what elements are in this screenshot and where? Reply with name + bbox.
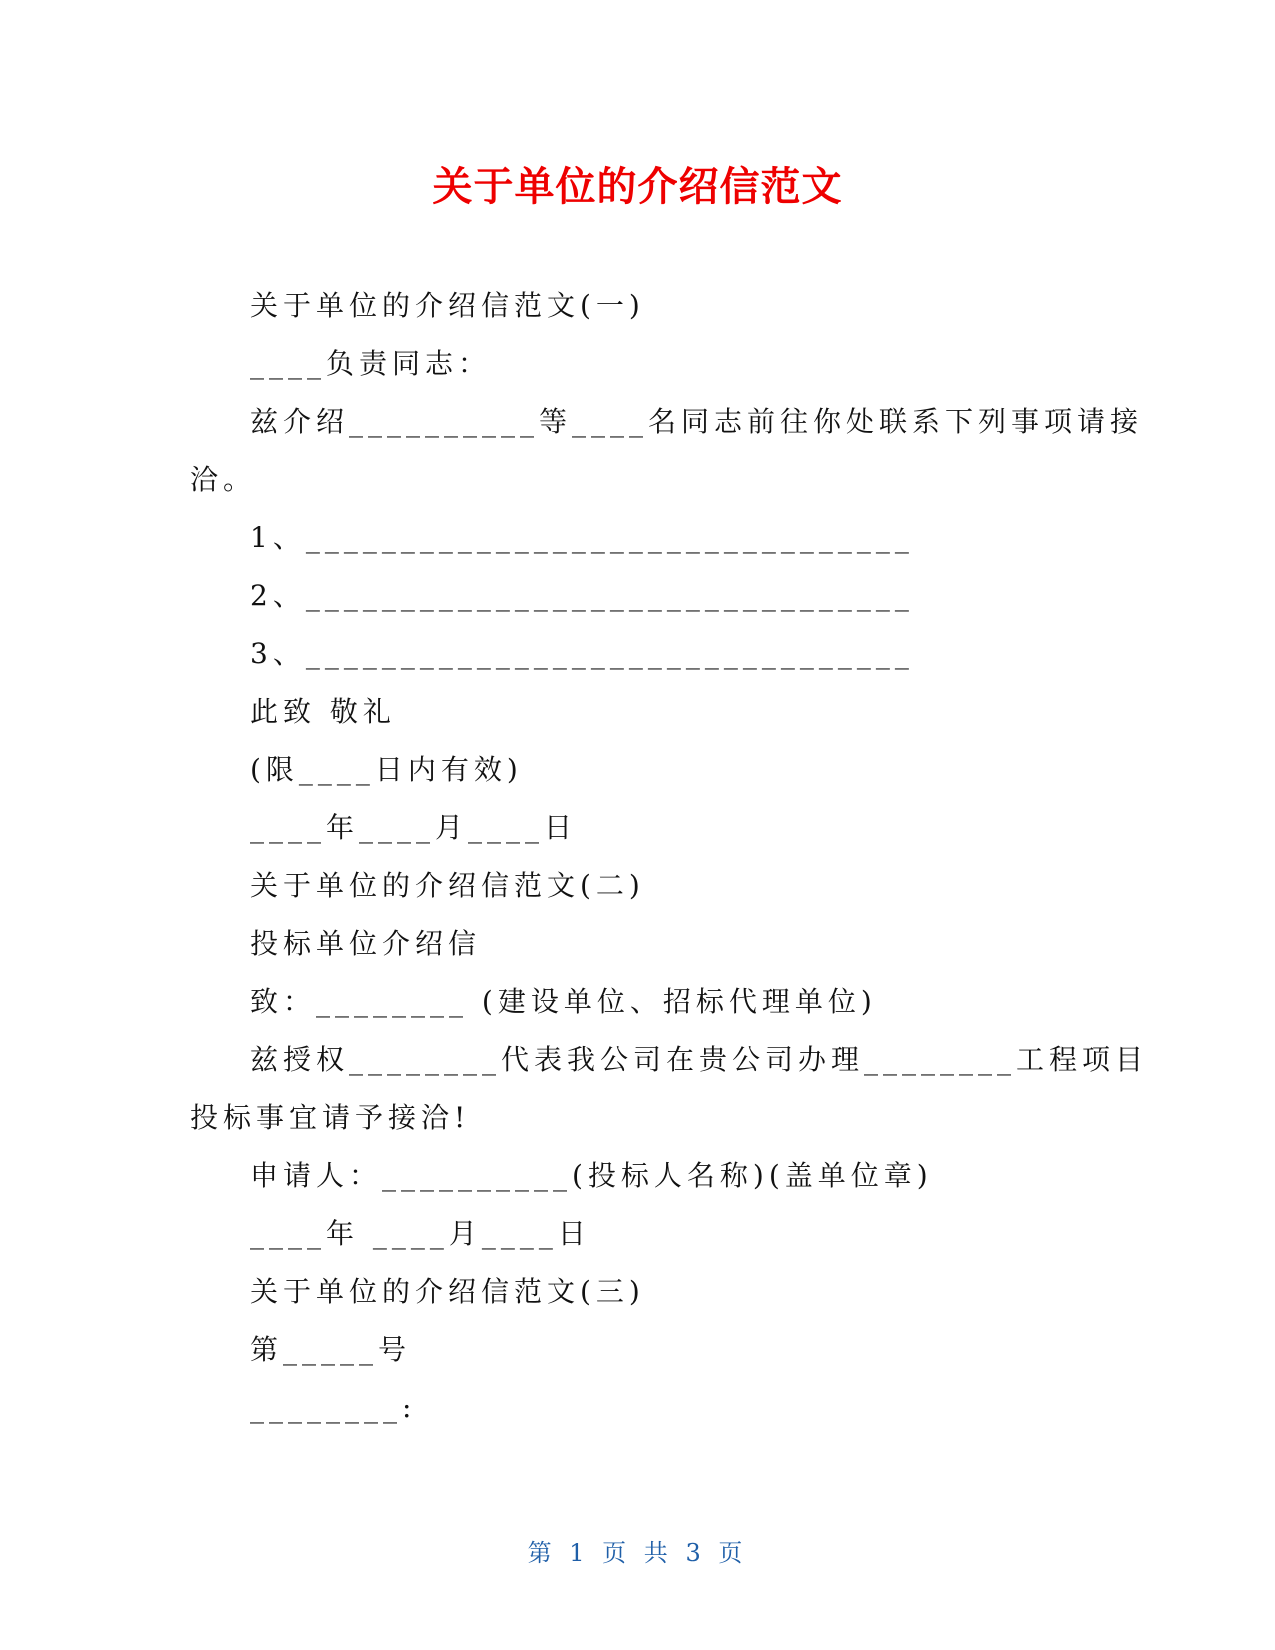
authorization-line-continued: 投标事宜请予接洽!: [190, 1101, 471, 1134]
recipient-line: 致：________ (建设单位、招标代理单位): [250, 985, 877, 1018]
authorization-line: 兹授权________代表我公司在贵公司办理________工程项目: [250, 1043, 1149, 1076]
section-heading-2: 关于单位的介绍信范文(二): [250, 869, 645, 902]
section-heading-1: 关于单位的介绍信范文(一): [250, 289, 645, 322]
item-line-1: 1、________________________________: [250, 521, 914, 554]
validity-line: (限____日内有效): [250, 753, 523, 786]
date-line-2: ____年 ____月____日: [250, 1217, 591, 1250]
item-line-2: 2、________________________________: [250, 579, 914, 612]
page-footer: 第 1 页 共 3 页: [527, 1539, 748, 1567]
letter-subtitle: 投标单位介绍信: [250, 927, 482, 960]
salutation-line: ____负责同志：: [250, 347, 492, 380]
number-line: 第_____号: [250, 1333, 412, 1366]
introduction-line: 兹介绍__________等____名同志前往你处联系下列事项请接: [250, 405, 1144, 438]
date-line-1: ____年____月____日: [250, 811, 578, 844]
introduction-line-continued: 洽。: [190, 463, 257, 496]
document-title: 关于单位的介绍信范文: [432, 164, 843, 210]
applicant-line: 申请人：__________(投标人名称)(盖单位章): [250, 1159, 933, 1192]
section-heading-3: 关于单位的介绍信范文(三): [250, 1275, 645, 1308]
addressee-line: ________:: [250, 1391, 417, 1424]
closing-line: 此致 敬礼: [250, 695, 396, 728]
item-line-3: 3、________________________________: [250, 637, 914, 670]
